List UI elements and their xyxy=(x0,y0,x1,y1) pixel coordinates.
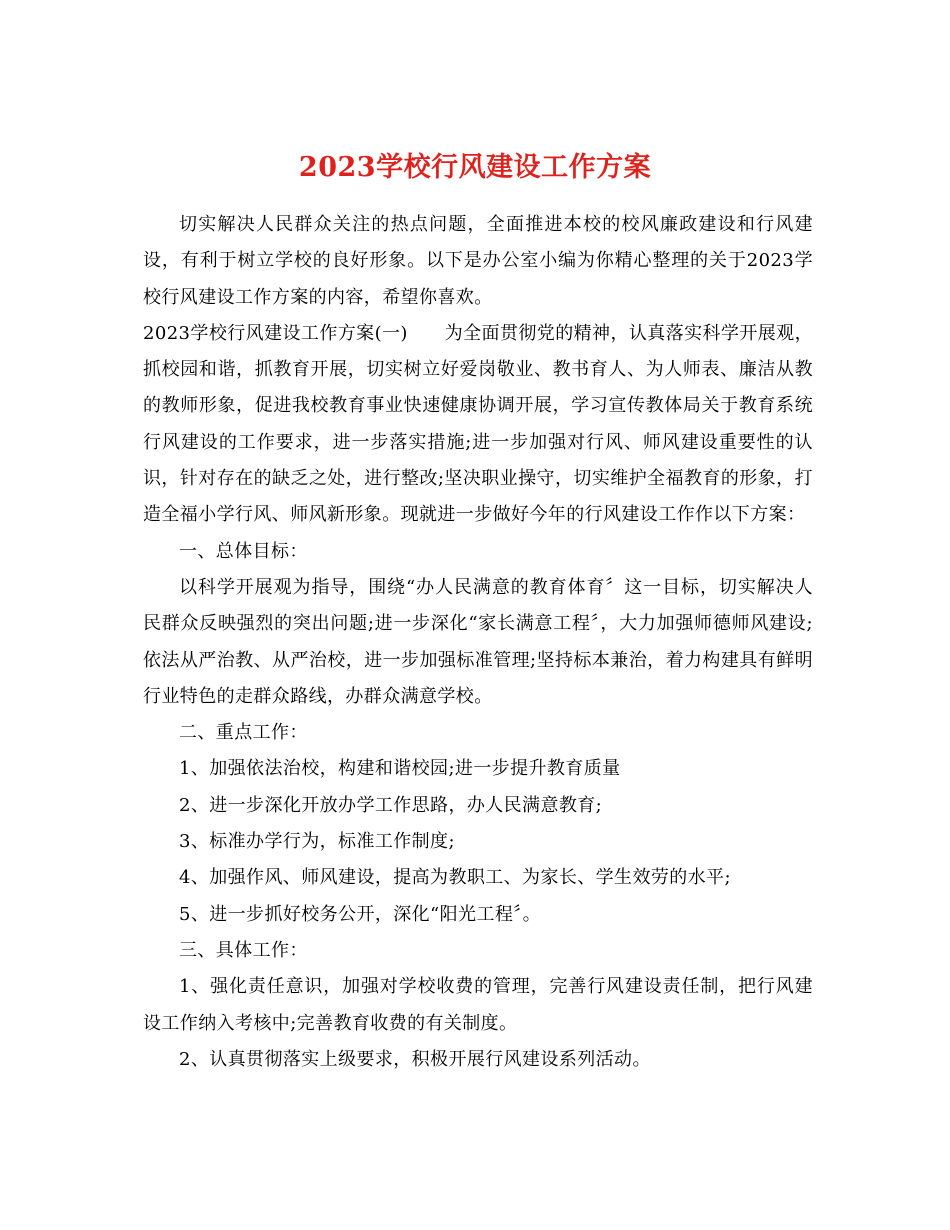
key-work-item-1: 1、加强依法治校，构建和谐校园;进一步提升教育质量 xyxy=(179,758,621,780)
key-work-item-2: 2、进一步深化开放办学工作思路，办人民满意教育; xyxy=(179,794,603,816)
document-body xyxy=(143,207,813,1078)
goals-paragraph: 以科学开展观为指导，围绕“办人民满意的教育体育〞这一目标，切实解决人民群众反映强烈的突出问题;进一步深化“家长满意工程〞，大力加强师德师风建设;依法从严治教、从严治校，进一步加强标准管理;坚持标本兼治，着力构建具有鲜明行业特色的走群众路线，办群众满意学校。 xyxy=(143,576,813,707)
section-heading-specific-work: 三、具体工作： xyxy=(179,939,308,961)
document-title: 2023学校行风建设工作方案 xyxy=(298,152,652,184)
intro-paragraph: 切实解决人民群众关注的热点问题，全面推进本校的校风廉政建设和行风建设，有利于树立学校的良好形象。以下是办公室小编为你精心整理的关于2023学校行风建设工作方案的内容，希望你喜欢。 xyxy=(143,214,813,308)
key-work-item-4: 4、加强作风、师风建设，提高为教职工、为家长、学生效劳的水平; xyxy=(179,867,731,889)
key-work-item-3: 3、标准办学行为，标准工作制度; xyxy=(179,831,455,853)
section-heading-key-work: 二、重点工作： xyxy=(179,722,308,744)
section-heading-goals: 一、总体目标： xyxy=(179,540,308,562)
key-work-item-5: 5、进一步抓好校务公开，深化“阳光工程〞。 xyxy=(179,903,542,925)
plan-one-paragraph: 2023学校行风建设工作方案(一) 为全面贯彻党的精神，认真落实科学开展观，抓校园和谐，抓教育开展，切实树立好爱岗敬业、教书育人、为人师表、廉洁从教的教师形象，促进我校教育事业快速健康协调开展，学习宣传教体局关于教育系统行风建设的工作要求，进一步落实措施;进一步加强对行风、师风建设重要性的认识，针对存在的缺乏之处，进行整改;坚决职业操守，切实维护全福教育的形象，打造全福小学行风、师风新形象。现就进一步做好今年的行风建设工作作以下方案： xyxy=(143,322,813,526)
specific-work-item-1: 1、强化责任意识，加强对学校收费的管理，完善行风建设责任制，把行风建设工作纳入考核中;完善教育收费的有关制度。 xyxy=(143,976,813,1034)
specific-work-item-2: 2、认真贯彻落实上级要求，积极开展行风建设系列活动。 xyxy=(179,1048,651,1070)
